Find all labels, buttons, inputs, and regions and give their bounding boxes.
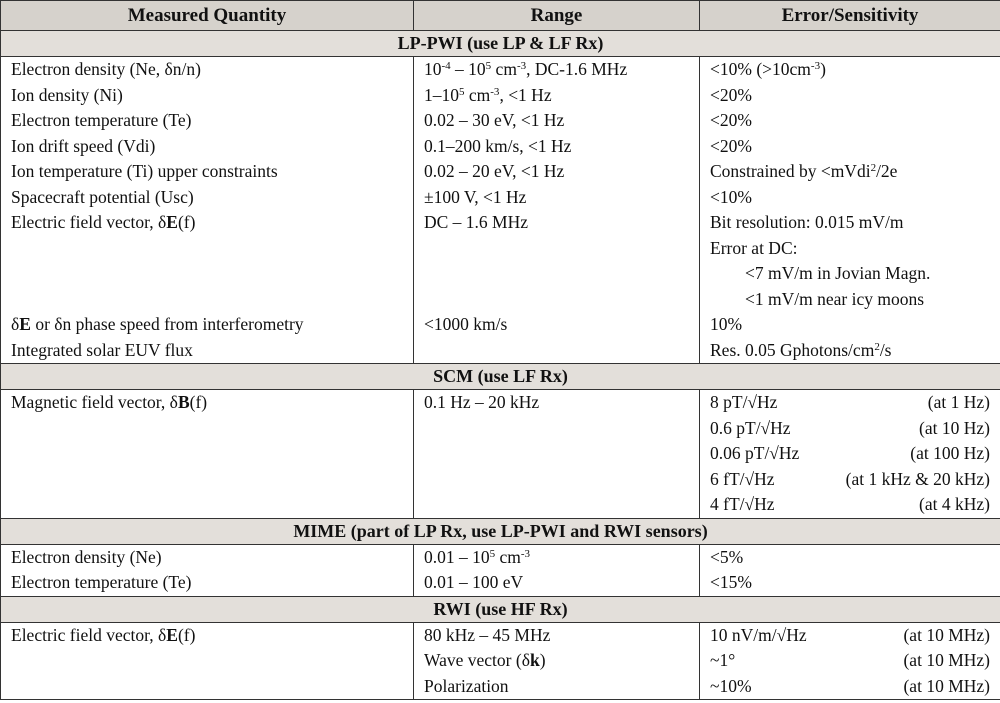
range-text: Polarization <box>424 675 509 696</box>
quantity-text <box>11 210 403 236</box>
section-title: RWI (use HF Rx) <box>1 596 1000 622</box>
error-text: Bit resolution: 0.015 mV/m <box>710 212 904 232</box>
quantity-text: Integrated solar EUV flux <box>11 339 193 360</box>
quantity-text: Electron temperature (Te) <box>11 110 192 130</box>
vector-symbol: k <box>529 650 540 670</box>
error-text <box>710 338 990 364</box>
error-cell <box>700 390 1000 519</box>
vector-symbol: E <box>166 212 178 232</box>
error-text: <20% <box>710 135 752 156</box>
section-title: MIME (part of LP Rx, use LP-PWI and RWI sensors) <box>1 518 1000 544</box>
range-cell <box>414 390 700 519</box>
range-text: 0.01 – 100 eV <box>424 572 524 592</box>
superscript: 2 <box>870 162 877 174</box>
range-cell <box>414 622 700 700</box>
spacer <box>424 261 689 287</box>
error-cell <box>700 622 1000 700</box>
superscript: 5 <box>489 547 496 560</box>
range-text: <1000 km/s <box>424 314 508 334</box>
error-text: <7 mV/m in Jovian Magn. <box>745 263 931 283</box>
quantity-text: Electron density (Ne) <box>11 546 162 567</box>
quantity-part: Magnetic field vector, δ <box>11 392 178 412</box>
range-cell <box>414 544 700 596</box>
error-value: 10 nV/m/√Hz <box>710 624 807 645</box>
error-frequency: (at 10 MHz) <box>903 675 990 696</box>
error-part: Res. 0.05 Gphotons/cm <box>710 339 875 360</box>
quantity-text: Spacecraft potential (Usc) <box>11 186 194 207</box>
error-line <box>710 492 990 518</box>
section-header-mime <box>1 518 1000 544</box>
header-range: Range <box>414 1 700 31</box>
error-value: 0.6 pT/√Hz <box>710 417 791 438</box>
header-error-sensitivity: Error/Sensitivity <box>700 1 1000 31</box>
error-part: Constrained by <mVdi <box>710 161 871 181</box>
spacer <box>11 261 403 287</box>
superscript: -3 <box>810 60 821 72</box>
range-text: ±100 V, <1 Hz <box>424 186 527 207</box>
range-part: cm <box>491 59 517 79</box>
error-line <box>710 648 990 674</box>
range-part: 0.01 – 10 <box>424 546 490 567</box>
quantity-part: (f) <box>189 392 208 412</box>
quantity-cell <box>1 622 414 700</box>
error-text: <15% <box>710 572 752 592</box>
table-row <box>1 544 1000 596</box>
spacer <box>424 236 689 262</box>
vector-symbol: E <box>19 314 31 334</box>
range-text <box>424 57 689 83</box>
range-part: , <1 Hz <box>499 84 552 105</box>
superscript: -3 <box>516 60 527 72</box>
range-text <box>424 648 689 674</box>
quantity-text <box>11 312 403 338</box>
error-part: <10% (>10cm <box>710 59 811 79</box>
error-text: <1 mV/m near icy moons <box>745 288 925 309</box>
header-measured-quantity: Measured Quantity <box>1 1 414 31</box>
error-text: <10% <box>710 186 752 207</box>
error-text: 10% <box>710 314 743 334</box>
error-text: <20% <box>710 84 752 105</box>
range-text: 80 kHz – 45 MHz <box>424 624 551 645</box>
range-text: 0.02 – 30 eV, <1 Hz <box>424 110 565 130</box>
range-text: DC – 1.6 MHz <box>424 212 529 232</box>
range-part: 1–10 <box>424 84 459 105</box>
error-value: 6 fT/√Hz <box>710 468 775 489</box>
error-frequency: (at 10 Hz) <box>919 417 990 438</box>
error-value: 4 fT/√Hz <box>710 494 775 514</box>
quantity-text: Ion density (Ni) <box>11 84 123 105</box>
superscript: -3 <box>490 85 500 98</box>
quantity-part: Electric field vector, δ <box>11 624 167 645</box>
error-part: /2e <box>876 161 898 181</box>
quantity-text: Ion temperature (Ti) upper constraints <box>11 161 278 181</box>
error-text: <5% <box>710 546 744 567</box>
error-line <box>710 623 990 649</box>
range-part: Wave vector (δ <box>424 650 530 670</box>
quantity-cell <box>1 57 414 364</box>
superscript: -4 <box>441 60 451 72</box>
section-title: SCM (use LF Rx) <box>1 364 1000 390</box>
spacer <box>424 287 689 313</box>
table-row <box>1 622 1000 700</box>
spacer <box>11 674 403 700</box>
error-line <box>710 441 990 467</box>
quantity-part: Electric field vector, δ <box>11 212 167 232</box>
error-line <box>710 674 990 700</box>
error-value: ~1° <box>710 650 736 670</box>
range-part: – 10 <box>450 59 486 79</box>
quantity-cell <box>1 544 414 596</box>
error-text <box>710 159 990 185</box>
quantity-part: δ <box>11 314 20 334</box>
error-frequency: (at 1 kHz & 20 kHz) <box>845 468 990 489</box>
quantity-text: Ion drift speed (Vdi) <box>11 135 156 156</box>
error-part: /s <box>879 339 892 360</box>
table-row <box>1 390 1000 519</box>
quantity-text <box>11 390 403 416</box>
quantity-text: Electron density (Ne, δn/n) <box>11 59 201 79</box>
quantity-part: (f) <box>177 624 196 645</box>
range-part: cm <box>495 546 521 567</box>
error-text: <20% <box>710 110 752 130</box>
range-text: 0.1–200 km/s, <1 Hz <box>424 135 572 156</box>
quantity-part: (f) <box>177 212 196 232</box>
error-part: ) <box>820 59 826 79</box>
superscript: 5 <box>485 60 492 72</box>
error-frequency: (at 100 Hz) <box>910 443 990 463</box>
error-frequency: (at 1 Hz) <box>927 392 990 412</box>
quantity-cell <box>1 390 414 519</box>
superscript: -3 <box>520 547 531 560</box>
range-text <box>424 83 689 109</box>
section-header-scm <box>1 364 1000 390</box>
range-text <box>424 338 689 364</box>
range-part: 10 <box>424 59 442 79</box>
error-frequency: (at 10 MHz) <box>903 650 990 670</box>
range-cell <box>414 57 700 364</box>
section-header-rwi <box>1 596 1000 622</box>
range-text: 0.1 Hz – 20 kHz <box>424 392 540 412</box>
section-title: LP-PWI (use LP & LF Rx) <box>1 31 1000 57</box>
header-row <box>1 1 1000 31</box>
table-row <box>1 57 1000 364</box>
error-value: 8 pT/√Hz <box>710 392 778 412</box>
range-part: ) <box>539 650 546 670</box>
spacer <box>11 287 403 313</box>
error-text <box>710 57 990 83</box>
spacer <box>11 648 403 674</box>
error-frequency: (at 10 MHz) <box>903 624 990 645</box>
error-frequency: (at 4 kHz) <box>919 494 990 514</box>
error-line <box>710 467 990 493</box>
error-line <box>710 416 990 442</box>
error-text: Error at DC: <box>710 237 798 258</box>
range-text: 0.02 – 20 eV, <1 Hz <box>424 161 565 181</box>
range-part: cm <box>464 84 491 105</box>
error-value: 0.06 pT/√Hz <box>710 443 800 463</box>
superscript: 5 <box>459 85 465 98</box>
vector-symbol: E <box>166 624 178 645</box>
section-header-lp-pwi <box>1 31 1000 57</box>
quantity-text <box>11 623 403 649</box>
quantity-part: or δn phase speed from interferometry <box>30 314 304 334</box>
error-cell <box>700 544 1000 596</box>
error-line <box>710 390 990 416</box>
range-text <box>424 545 689 571</box>
range-part: , DC-1.6 MHz <box>526 59 628 79</box>
spacer <box>11 236 403 262</box>
vector-symbol: B <box>177 392 190 412</box>
error-value: ~10% <box>710 675 752 696</box>
error-cell <box>700 57 1000 364</box>
quantity-text: Electron temperature (Te) <box>11 572 192 592</box>
superscript: 2 <box>874 340 880 353</box>
